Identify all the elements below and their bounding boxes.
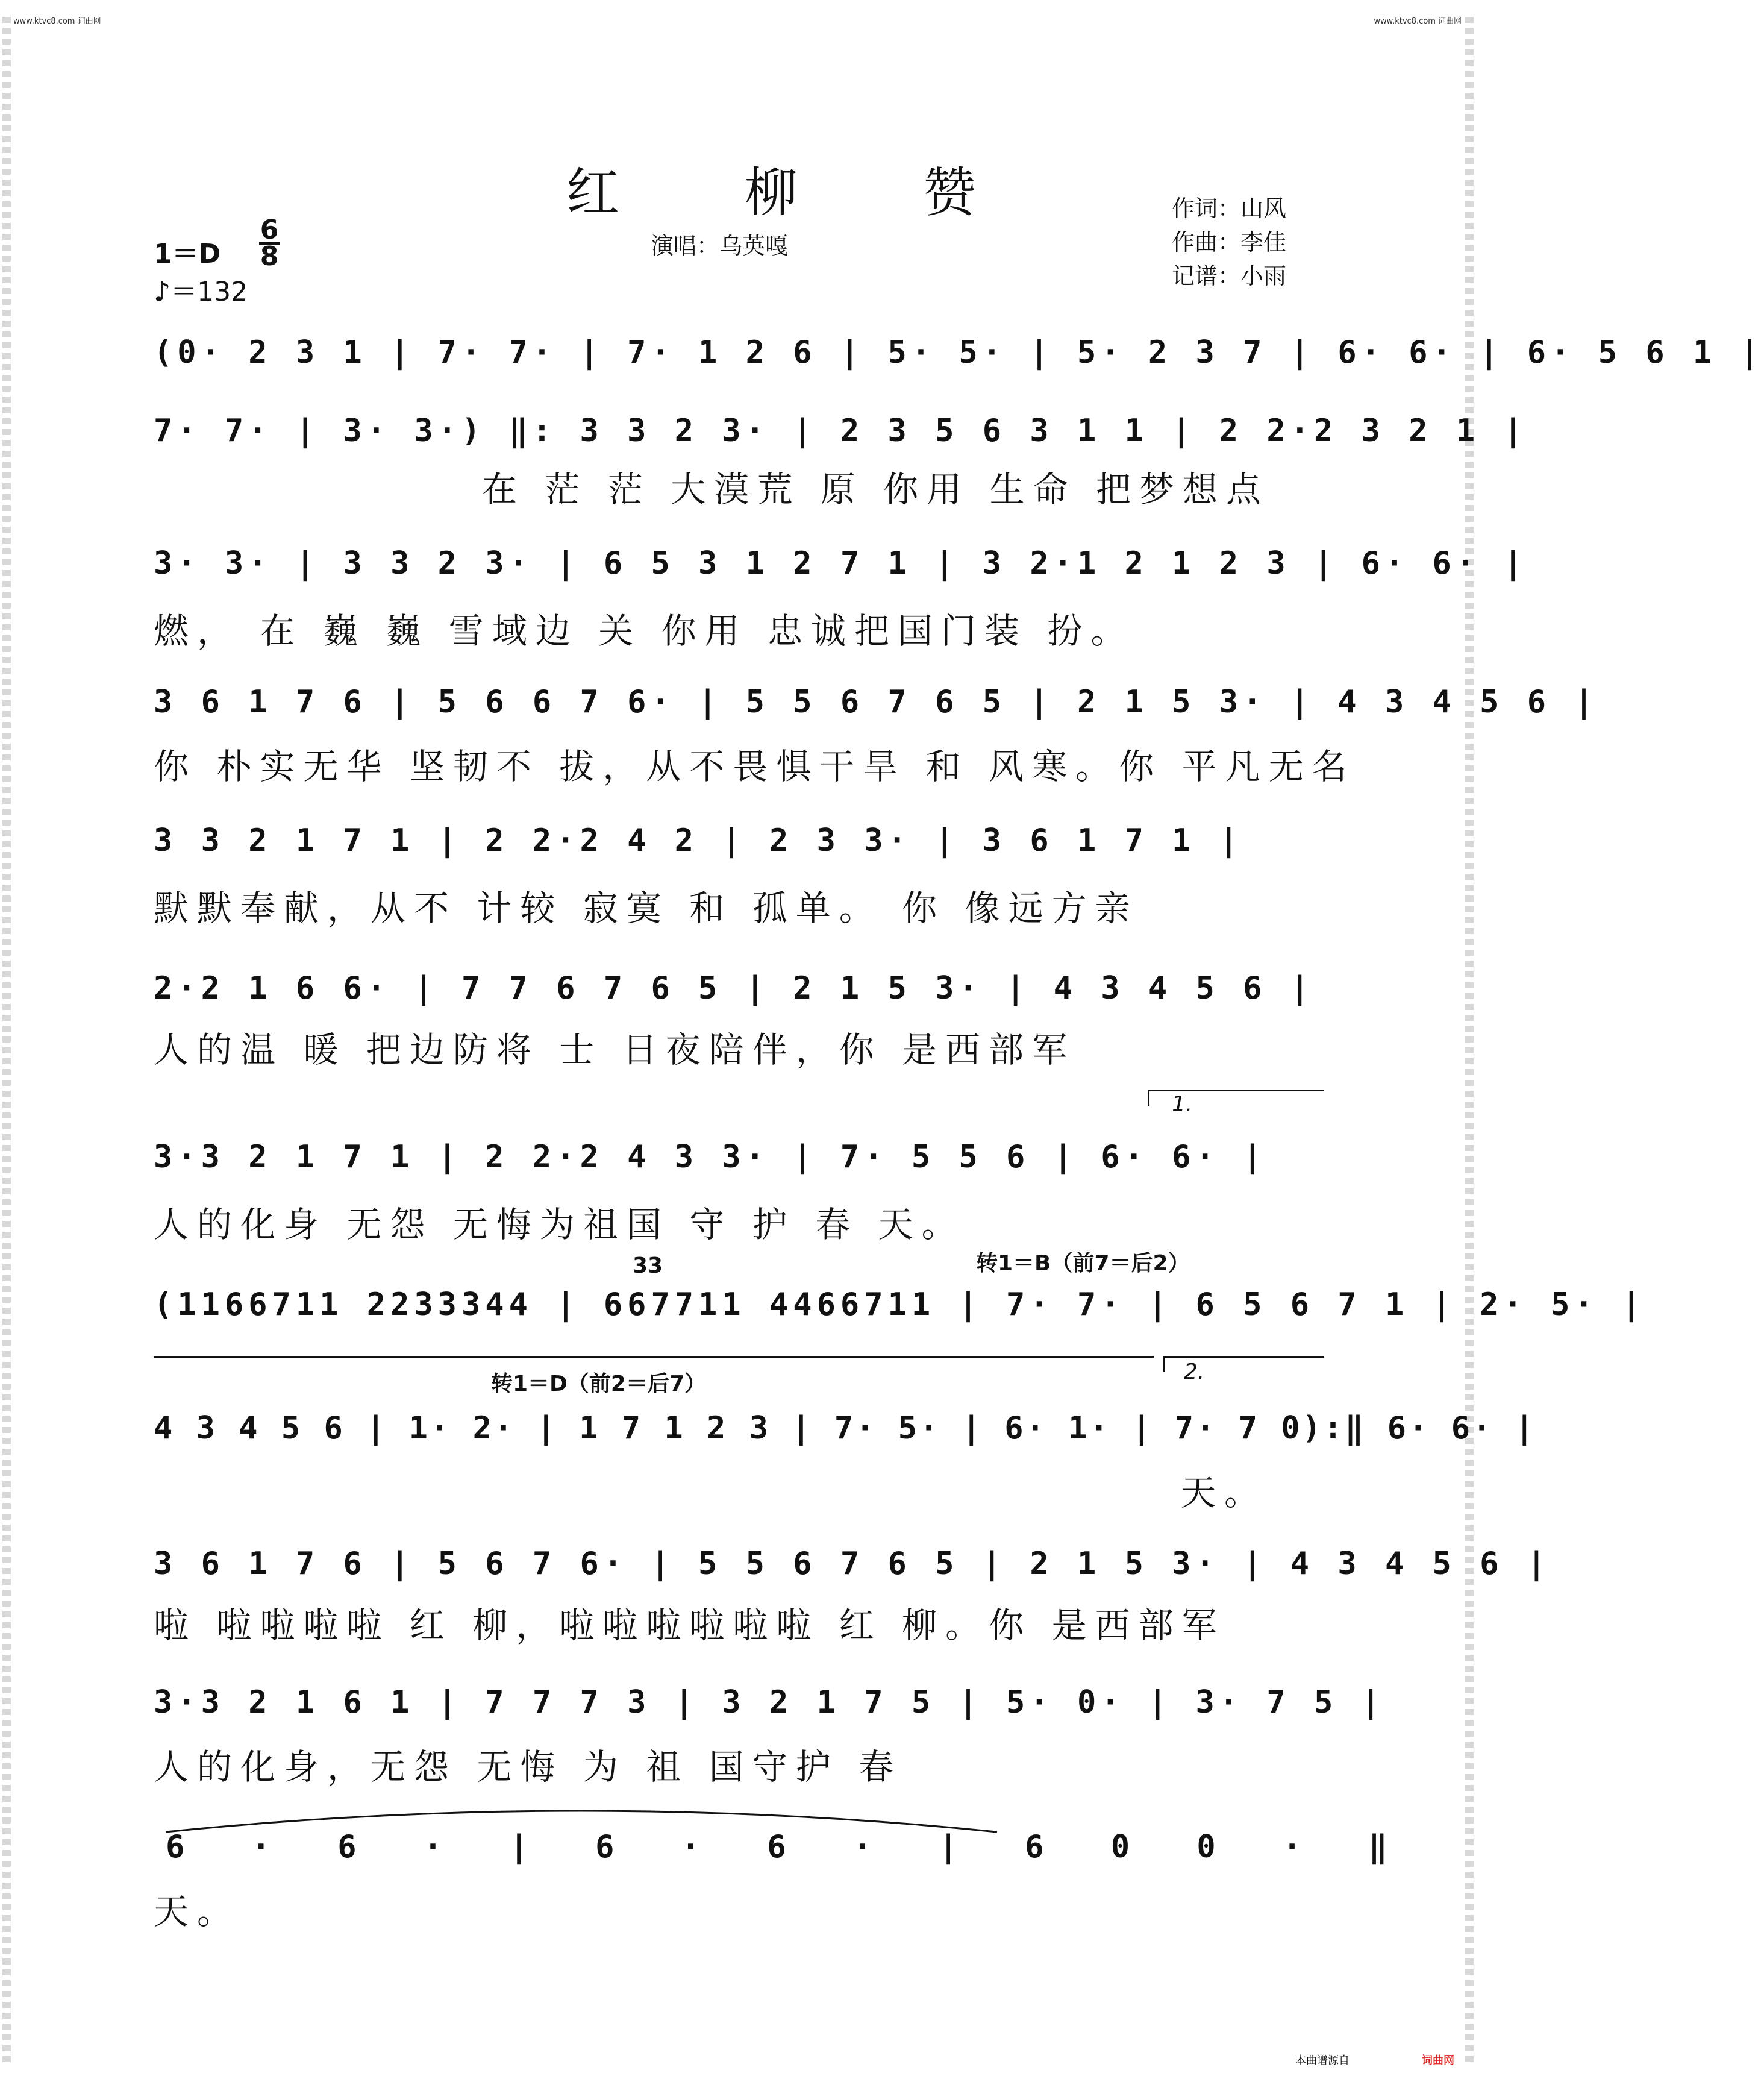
notation-line-6: 2·2 1 6 6· | 7 7 6 7 6 5 | 2 1 5 3· | 4 3 4 5 6 | — [154, 970, 1315, 1006]
notation-line-12: 6 · 6 · | 6 · 6 · | 6 0 0 · ‖ — [166, 1829, 1412, 1865]
watermark-top-right: www.ktvc8.com 词曲网 — [1374, 17, 1462, 26]
footer-site: 词曲网 — [1422, 2054, 1454, 2067]
lyrics-line-3: 燃， 在 巍 巍 雪域边 关 你用 忠诚把国门装 扮。 — [154, 610, 1134, 651]
time-signature-top: 6 — [260, 215, 279, 245]
lyrics-line-6: 人的温 暖 把边防将 士 日夜陪伴，你 是西部军 — [154, 1029, 1076, 1070]
lyrics-line-5: 默默奉献，从不 计较 寂寞 和 孤单。 你 像远方亲 — [154, 888, 1139, 929]
notation-line-10: 3 6 1 7 6 | 5 6 7 6· | 5 5 6 7 6 5 | 2 1 5 3· | 4 3 4 5 6 | — [154, 1546, 1551, 1582]
volta-1-label: 1. — [1172, 1092, 1193, 1117]
time-signature-bottom: 8 — [260, 241, 279, 272]
key-signature: 1＝D — [154, 239, 221, 269]
watermark-top-left: www.ktvc8.com 词曲网 — [13, 17, 101, 26]
notation-line-5: 3 3 2 1 7 1 | 2 2·2 4 2 | 2 3 3· | 3 6 1 7 1 | — [154, 823, 1243, 859]
modulation-to-b: 转1＝B（前7＝后2） — [976, 1251, 1190, 1276]
notation-line-3: 3· 3· | 3 3 2 3· | 6 5 3 1 2 7 1 | 3 2·1 2 1 2 3 | 6· 6· | — [154, 545, 1527, 582]
lyrics-line-9: 天。 — [1181, 1472, 1268, 1513]
lyrics-line-7: 人的化身 无怨 无悔为祖国 守 护 春 天。 — [154, 1204, 965, 1245]
time-signature — [259, 215, 280, 272]
tempo-marking: ♪＝132 — [154, 277, 248, 307]
notation-line-4: 3 6 1 7 6 | 5 6 6 7 6· | 5 5 6 7 6 5 | 2 1 5 3· | 4 3 4 5 6 | — [154, 684, 1598, 720]
lyrics-line-2: 在 茫 茫 大漠荒 原 你用 生命 把梦想点 — [482, 469, 1270, 510]
singer-credit: 演唱：乌英嘎 — [651, 233, 789, 259]
interlude-bracket-line — [154, 1356, 1154, 1358]
lyrics-line-12: 天。 — [154, 1891, 241, 1932]
notation-line-7: 3·3 2 1 7 1 | 2 2·2 4 3 3· | 7· 5 5 6 | 6· 6· | — [154, 1139, 1267, 1175]
song-title: 红 柳 赞 — [566, 162, 1013, 224]
lyrics-line-10: 啦 啦啦啦啦 红 柳，啦啦啦啦啦啦 红 柳。你 是西部军 — [154, 1605, 1225, 1646]
lyrics-line-4: 你 朴实无华 坚韧不 拔，从不畏惧干旱 和 风寒。你 平凡无名 — [154, 746, 1356, 787]
left-watermark-strip — [2, 12, 11, 2064]
notation-line-2: 7· 7· | 3· 3·) ‖: 3 3 2 3· | 2 3 5 6 3 1 1 | 2 2·2 3 2 1 | — [154, 413, 1527, 449]
notation-line-9: 4 3 4 5 6 | 1· 2· | 1 7 1 2 3 | 7· 5· | 6· 1· | 7· 7 0):‖ 6· 6· | — [154, 1410, 1536, 1446]
notation-line-11: 3·3 2 1 6 1 | 7 7 7 3 | 3 2 1 7 5 | 5· 0· | 3· 7 5 | — [154, 1684, 1385, 1720]
composer-credit: 作曲：李佳 — [1172, 229, 1287, 256]
footer-source: 本曲谱源自 — [1295, 2054, 1350, 2067]
lyrics-line-11: 人的化身，无怨 无悔 为 祖 国守护 春 — [154, 1746, 902, 1787]
lyricist-credit: 作词：山风 — [1172, 195, 1287, 222]
notation-line-8: (1166711 2233344 | 667711 4466711 | 7· 7· | 6 5 6 7 1 | 2· 5· | — [154, 1287, 1646, 1323]
grace-notes-33: 33 — [633, 1253, 663, 1278]
right-watermark-strip — [1465, 12, 1474, 2064]
notation-line-1: (0· 2 3 1 | 7· 7· | 7· 1 2 6 | 5· 5· | 5· 2 3 7 | 6· 6· | 6· 5 6 1 | — [154, 334, 1764, 371]
transcriber-credit: 记谱：小雨 — [1172, 263, 1287, 289]
volta-2-label: 2. — [1184, 1359, 1205, 1384]
modulation-to-d: 转1＝D（前2＝后7） — [491, 1372, 707, 1396]
